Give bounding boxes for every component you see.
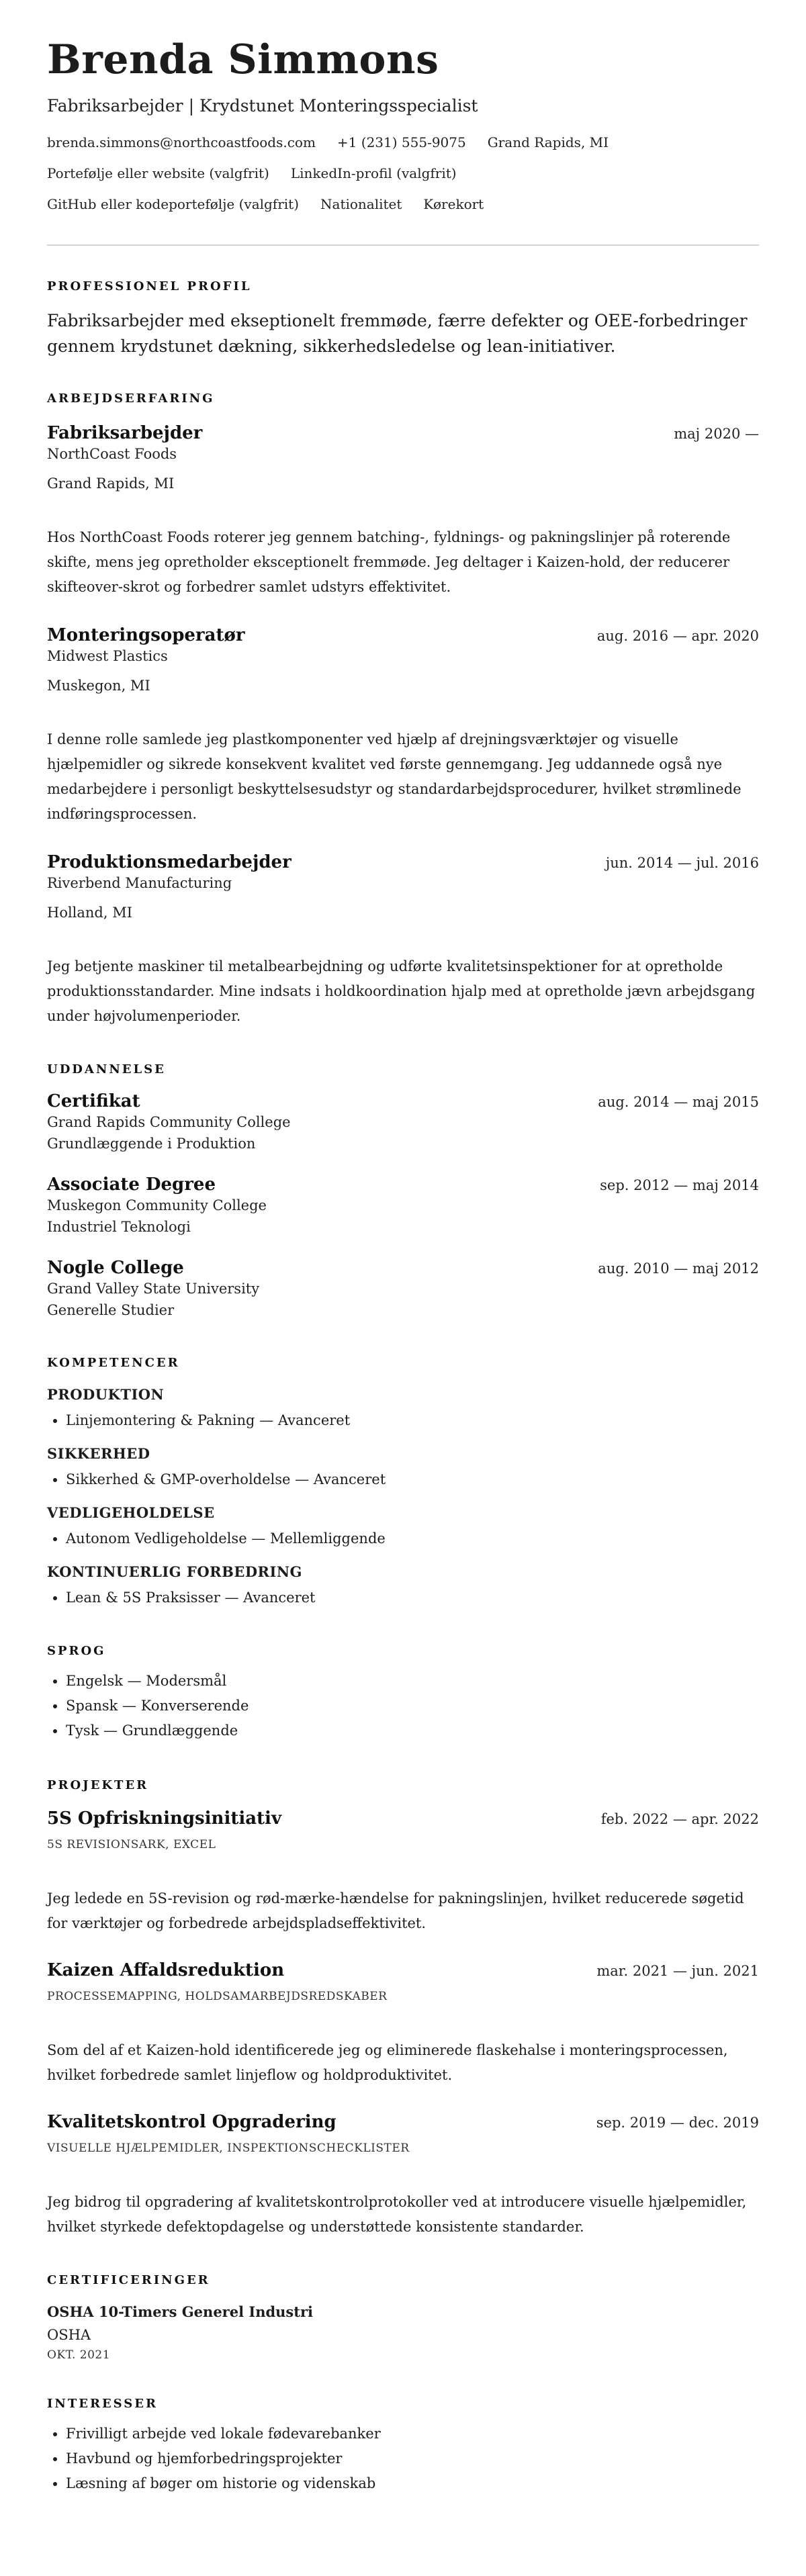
project-item: [47, 2112, 759, 2240]
study-field: Generelle Studier: [47, 1302, 175, 1318]
section-title-certifications: CERTIFICERINGER: [47, 2273, 210, 2287]
contact-linkedin[interactable]: LinkedIn-profil (valgfrit): [290, 165, 457, 181]
degree-dates: sep. 2012 — maj 2014: [600, 1177, 759, 1193]
skill-group: [47, 1504, 759, 1551]
education-item: [47, 1258, 759, 1318]
language-item: • Spansk — Konverserende: [66, 1694, 759, 1718]
interest-item: • Havbund og hjemforbedringsprojekter: [66, 2446, 759, 2471]
experience-item: [47, 423, 759, 600]
project-name: 5S Opfriskningsinitiativ: [47, 1808, 282, 1829]
contact-license: Kørekort: [423, 196, 484, 212]
degree-dates: aug. 2010 — maj 2012: [598, 1260, 759, 1277]
job-location: Muskegon, MI: [47, 678, 150, 694]
job-title: Monteringsoperatør: [47, 625, 245, 645]
resume-header: [47, 36, 759, 212]
project-name: Kvalitetskontrol Opgradering: [47, 2112, 337, 2132]
education-item: [47, 1175, 759, 1235]
profile-section: [47, 279, 759, 359]
certification-date: OKT. 2021: [47, 2348, 111, 2362]
job-dates: maj 2020 —: [674, 426, 759, 442]
skill-group-title: SIKKERHED: [47, 1445, 150, 1462]
job-company: Midwest Plastics: [47, 648, 168, 664]
project-dates: mar. 2021 — jun. 2021: [596, 1963, 759, 1979]
degree-dates: aug. 2014 — maj 2015: [598, 1094, 759, 1110]
section-title-projects: PROJEKTER: [47, 1778, 149, 1792]
job-location: Holland, MI: [47, 905, 133, 921]
project-tech: 5S REVISIONSARK, EXCEL: [47, 1838, 216, 1851]
contact-row-links: [47, 165, 759, 181]
skill-group-title: PRODUKTION: [47, 1386, 165, 1403]
contact-row-primary: [47, 134, 759, 150]
interest-item: • Læsning af bøger om historie og videnskab: [66, 2471, 759, 2496]
contact-github[interactable]: GitHub eller kodeportefølje (valgfrit): [47, 196, 300, 212]
job-company: NorthCoast Foods: [47, 446, 177, 462]
project-description: Som del af et Kaizen-hold identificerede jeg og eliminerede flaskehalse i monteringsprocessen, hvilket forbedrede samlet linjeflow og holdproduktivitet.: [47, 2042, 728, 2083]
section-title-experience: ARBEJDSERFARING: [47, 392, 215, 406]
skill-group-title: VEDLIGEHOLDELSE: [47, 1504, 215, 1521]
skill-group: [47, 1445, 759, 1492]
skill-item: • Lean & 5S Praksisser — Avanceret: [66, 1585, 759, 1610]
job-title: Produktionsmedarbejder: [47, 852, 292, 872]
contact-location: Grand Rapids, MI: [487, 134, 609, 150]
certifications-section: [47, 2273, 759, 2362]
section-title-skills: KOMPETENCER: [47, 1356, 180, 1370]
contact-nationality: Nationalitet: [320, 196, 402, 212]
language-item: • Tysk — Grundlæggende: [66, 1718, 759, 1743]
project-dates: sep. 2019 — dec. 2019: [596, 2115, 759, 2131]
skill-item: • Autonom Vedligeholdelse — Mellemliggende: [66, 1526, 759, 1551]
candidate-headline: Fabriksarbejder | Krydstunet Monteringsspecialist: [47, 96, 478, 116]
project-dates: feb. 2022 — apr. 2022: [600, 1811, 759, 1827]
project-description: Jeg bidrog til opgradering af kvalitetskontrolprotokoller ved at introducere visuelle hjælpemidler, hvilket styrkede defektopdagelse og understøttede konsistente standarder.: [47, 2194, 747, 2235]
study-field: Industriel Teknologi: [47, 1219, 191, 1235]
project-item: [47, 1960, 759, 2088]
job-description: Hos NorthCoast Foods roterer jeg gennem batching-, fyldnings- og pakningslinjer på roterende skifte, mens jeg opretholder eksceptionelt fremmøde. Jeg deltager i Kaizen-hold, der reducerer skifteover-skrot og forbedrer samlet udstyrs effektivitet.: [47, 529, 731, 595]
project-item: [47, 1808, 759, 1936]
experience-item: [47, 625, 759, 827]
education-section: [47, 1062, 759, 1318]
school-name: Grand Rapids Community College: [47, 1114, 291, 1130]
section-title-education: UDDANNELSE: [47, 1062, 166, 1076]
job-title: Fabriksarbejder: [47, 423, 203, 443]
job-dates: jun. 2014 — jul. 2016: [605, 855, 759, 871]
contact-row-extra: [47, 196, 759, 212]
education-item: [47, 1091, 759, 1152]
certification-issuer: OSHA: [47, 2327, 91, 2343]
language-item: • Engelsk — Modersmål: [66, 1669, 759, 1694]
section-title-languages: SPROG: [47, 1644, 106, 1658]
projects-section: [47, 1778, 759, 2240]
contact-portfolio[interactable]: Portefølje eller website (valgfrit): [47, 165, 269, 181]
project-description: Jeg ledede en 5S-revision og rød-mærke-hændelse for pakningslinjen, hvilket reducerede søgetid for værktøjer og forbedrede arbejdspladseffektivitet.: [47, 1890, 744, 1931]
section-title-interests: INTERESSER: [47, 2397, 158, 2411]
project-tech: PROCESSEMAPPING, HOLDSAMARBEJDSREDSKABER: [47, 1990, 388, 2003]
job-description: Jeg betjente maskiner til metalbearbejdning og udførte kvalitetsinspektioner for at opretholde produktionsstandarder. Mine indsats i holdkoordination hjalp med at opretholde jævn arbejdsgang under højvolumenperioder.: [47, 958, 756, 1024]
degree-title: Nogle College: [47, 1258, 184, 1278]
interests-section: [47, 2397, 759, 2496]
job-dates: aug. 2016 — apr. 2020: [596, 628, 759, 644]
profile-summary: Fabriksarbejder med ekseptionelt fremmøde, færre defekter og OEE-forbedringer gennem krydstunet dækning, sikkerhedsledelse og lean-initiativer.: [47, 311, 748, 356]
job-location: Grand Rapids, MI: [47, 475, 175, 492]
degree-title: Certifikat: [47, 1091, 140, 1111]
project-tech: VISUELLE HJÆLPEMIDLER, INSPEKTIONSCHECKLISTER: [47, 2142, 410, 2155]
school-name: Grand Valley State University: [47, 1281, 260, 1297]
candidate-name: Brenda Simmons: [47, 36, 439, 83]
languages-section: [47, 1644, 759, 1743]
contact-email[interactable]: brenda.simmons@northcoastfoods.com: [47, 134, 316, 150]
interest-item: • Frivilligt arbejde ved lokale fødevarebanker: [66, 2422, 759, 2446]
study-field: Grundlæggende i Produktion: [47, 1136, 256, 1152]
certification-item: [47, 2303, 759, 2362]
experience-section: [47, 392, 759, 1029]
degree-title: Associate Degree: [47, 1175, 216, 1195]
school-name: Muskegon Community College: [47, 1197, 267, 1213]
project-name: Kaizen Affaldsreduktion: [47, 1960, 285, 1980]
skill-group: [47, 1386, 759, 1433]
skill-item: • Linjemontering & Pakning — Avanceret: [66, 1408, 759, 1433]
section-title-profile: PROFESSIONEL PROFIL: [47, 279, 252, 293]
skills-section: [47, 1356, 759, 1610]
contact-phone[interactable]: +1 (231) 555-9075: [337, 134, 466, 150]
job-description: I denne rolle samlede jeg plastkomponenter ved hjælp af drejningsværktøjer og visuelle hjælpemidler og sikrede konsekvent kvalitet ved første gennemgang. Jeg uddannede også nye medarbejdere i personligt beskyttelsesudstyr og standardarbejdsprocedurer, hvilket strømlinede indføringsprocessen.: [47, 731, 742, 822]
experience-item: [47, 852, 759, 1029]
skill-item: • Sikkerhed & GMP-overholdelse — Avanceret: [66, 1467, 759, 1492]
job-company: Riverbend Manufacturing: [47, 875, 232, 891]
skill-group-title: KONTINUERLIG FORBEDRING: [47, 1563, 302, 1580]
skill-group: [47, 1563, 759, 1610]
certification-name: OSHA 10-Timers Generel Industri: [47, 2303, 313, 2320]
header-divider: [47, 244, 759, 246]
